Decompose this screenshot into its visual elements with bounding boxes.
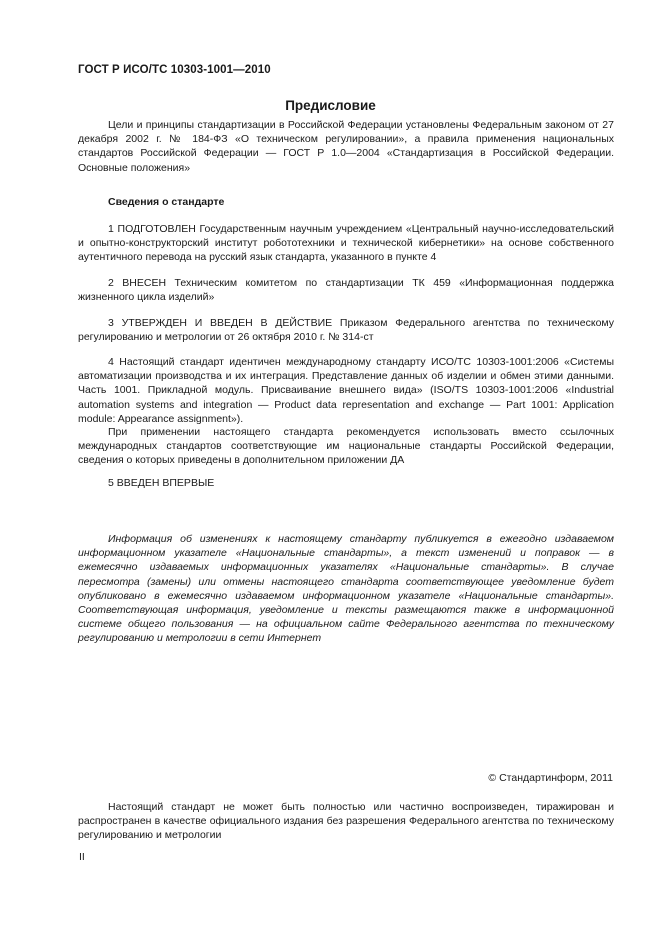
item-1: 1 ПОДГОТОВЛЕН Государственным научным учреждением «Центральный научно-исследовательский и опытно-конструкторский институт робототехники и технической кибернетики» на основе собственного аутентичного перевода на русский язык стандарта, указанного в пункте 4: [78, 223, 614, 264]
page-number: II: [79, 851, 85, 863]
item-3: 3 УТВЕРЖДЕН И ВВЕДЕН В ДЕЙСТВИЕ Приказом Федерального агентства по техническому регулированию и метрологии от 26 октября 2010 г. № 314-ст: [78, 317, 614, 344]
item-5: 5 ВВЕДЕН ВПЕРВЫЕ: [108, 477, 215, 489]
standard-header: ГОСТ Р ИСО/ТС 10303-1001—2010: [78, 64, 271, 76]
reproduction-notice: Настоящий стандарт не может быть полностью или частично воспроизведен, тиражирован и распространен в качестве официального издания без разрешения Федерального агентства по техническому регулированию и метрологии: [78, 801, 614, 842]
intro-paragraph: Цели и принципы стандартизации в Российской Федерации установлены Федеральным законом от 27 декабря 2002 г. № 184-ФЗ «О техническом регулировании», а правила применения национальных стандартов Российской Федерации — ГОСТ Р 1.0—2004 «Стандартизация в Российской Федерации. Основные положения»: [78, 119, 614, 174]
page-title: Предисловие: [285, 98, 376, 113]
item-2: 2 ВНЕСЕН Техническим комитетом по стандартизации ТК 459 «Информационная поддержка жизненного цикла изделий»: [78, 277, 614, 304]
change-notice: Информация об изменениях к настоящему стандарту публикуется в ежегодно издаваемом информационном указателе «Национальные стандарты», а текст изменений и поправок — в ежемесячно издаваемых информационных указателях «Национальные стандарты». В случае пересмотра (замены) или отмены настоящего стандарта соответствующее уведомление будет опубликовано в ежемесячно издаваемом информационном указателе «Национальные стандарты». Соответствующая информация, уведомление и тексты размещаются также в информационной системе общего пользования — на официальном сайте Федерального агентства по техническому регулированию и метрологии в сети Интернет: [78, 533, 614, 645]
info-heading: Сведения о стандарте: [108, 196, 225, 208]
item-4-note: При применении настоящего стандарта рекомендуется использовать вместо ссылочных международных стандартов соответствующие им национальные стандарты Российской Федерации, сведения о которых приведены в дополнительном приложении ДА: [78, 426, 614, 467]
copyright: © Стандартинформ, 2011: [488, 772, 613, 784]
item-4: 4 Настоящий стандарт идентичен международному стандарту ИСО/ТС 10303-1001:2006 «Системы автоматизации производства и их интеграция. Представление данных об изделии и обмен этими данными. Часть 1001. Прикладной модуль. Присваивание внешнего вида» (ISO/TS 10303-1001:2006 «Industrial automation systems and integration — Product data representation and exchange — Part 1001: Application module: Appearance assignment»).: [78, 356, 614, 425]
